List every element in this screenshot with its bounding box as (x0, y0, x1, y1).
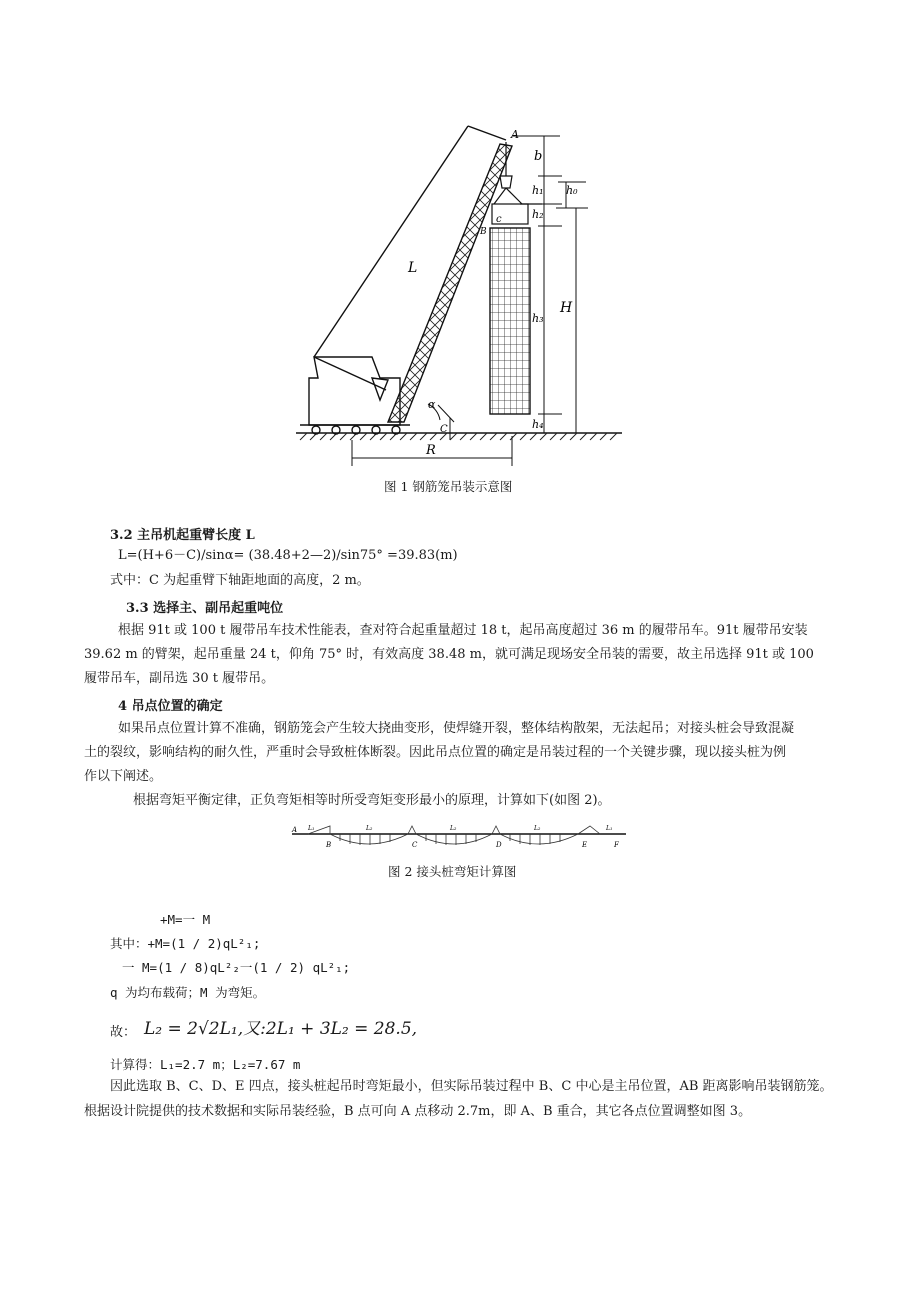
label-alpha: α (428, 398, 436, 411)
equation-negative-moment: 一 M=(1 / 8)qL²₂一(1 / 2) qL²₁; (122, 960, 351, 975)
fig2-point-B: B (326, 841, 332, 849)
label-A: A (511, 128, 519, 141)
fig2-point-E: E (582, 841, 588, 849)
calculation-result: 计算得：L₁=2.7 m；L₂=7.67 m (110, 1057, 301, 1072)
section-4-para-line4: 根据弯矩平衡定律，正负弯矩相等时所受弯矩变形最小的原理，计算如下(如图 2)。 (133, 793, 611, 808)
label-c-small: c (496, 214, 502, 225)
section-3-3-para-line2: 39.62 m 的臂架，起吊重量 24 t，仰角 75° 时，有效高度 38.48 m，就可满足现场安全吊装的需要，故主吊选择 91t 或 100 (84, 647, 814, 662)
fig2-span-L2-3: L₂ (534, 825, 541, 832)
label-R: R (426, 443, 436, 458)
section-3-2-note: 式中：C 为起重臂下轴距地面的高度，2 m。 (110, 573, 370, 588)
fig2-span-L2-2: L₂ (450, 825, 457, 832)
label-h3: h₃ (532, 312, 544, 325)
section-3-3-para-line3: 履带吊车，副吊选 30 t 履带吊。 (84, 671, 275, 686)
label-B: B (480, 227, 487, 237)
figure2-caption: 图 2 接头桩弯矩计算图 (388, 864, 517, 879)
section-3-3-para-line1: 根据 91t 或 100 t 履带吊车技术性能表，查对符合起重量超过 18 t，起吊高度超过 36 m 的履带吊车。91t 履带吊安装 (118, 623, 808, 638)
label-h4: h₄ (532, 418, 544, 431)
figure2-moment-diagram (290, 820, 630, 852)
section-3-2-heading: 3.2 主吊机起重臂长度 L (110, 528, 255, 543)
section-4-para-line3: 作以下阐述。 (84, 769, 163, 784)
equation-L2-relation: L₂ = 2√2L₁,又:2L₁ + 3L₂ = 28.5, (144, 1019, 418, 1039)
section-4-para-line1: 如果吊点位置计算不准确，钢筋笼会产生较大挠曲变形，使焊缝开裂，整体结构散架，无法起吊；对接头桩会导致混凝 (118, 721, 795, 736)
fig2-span-L1-left: L₁ (308, 825, 315, 832)
fig2-point-A: A (292, 826, 298, 834)
fig2-point-F: F (614, 841, 619, 849)
rebar-cage (490, 228, 530, 414)
label-H: H (560, 300, 573, 316)
fig2-span-L1-right: L₁ (606, 825, 613, 832)
equation-therefore-label: 故： (110, 1025, 137, 1040)
label-h0: h₀ (566, 184, 578, 197)
fig2-span-L2-1: L₂ (366, 825, 373, 832)
section-4-para-line2: 土的裂纹，影响结构的耐久性，严重时会导致桩体断裂。因此吊点位置的确定是吊装过程的一个关键步骤，现以接头桩为例 (84, 745, 787, 760)
label-L: L (408, 260, 418, 276)
figure1-caption: 图 1 钢筋笼吊装示意图 (384, 479, 513, 494)
label-b: b (534, 149, 543, 164)
conclusion-line1: 因此选取 B、C、D、E 四点，接头桩起吊时弯矩最小，但实际吊装过程中 B、C 中心是主吊位置，AB 距离影响吊装钢筋笼。 (110, 1079, 833, 1094)
equation-legend: q 为均布载荷；M 为弯矩。 (110, 985, 266, 1000)
fig2-point-C: C (412, 841, 418, 849)
label-C: C (440, 424, 448, 435)
equation-positive-moment: 其中：+M=(1 / 2)qL²₁; (110, 936, 261, 951)
conclusion-line2: 根据设计院提供的技术数据和实际吊装经验，B 点可向 A 点移动 2.7m，即 A、B 重合，其它各点位置调整如图 3。 (84, 1104, 752, 1119)
figure1-crane-diagram (0, 0, 920, 480)
section-3-3-heading: 3.3 选择主、副吊起重吨位 (126, 601, 284, 616)
crane-body (300, 126, 468, 434)
section-3-2-formula: L=(H+6－C)/sinα= (38.48+2—2)/sin75° =39.83(m) (118, 548, 458, 563)
section-4-heading: 4 吊点位置的确定 (118, 699, 223, 714)
ground-line (296, 433, 622, 440)
equation-moment-equal: +M=一 M (160, 912, 211, 927)
fig2-point-D: D (496, 841, 502, 849)
label-h2: h₂ (532, 208, 544, 221)
label-h1: h₁ (532, 184, 544, 197)
